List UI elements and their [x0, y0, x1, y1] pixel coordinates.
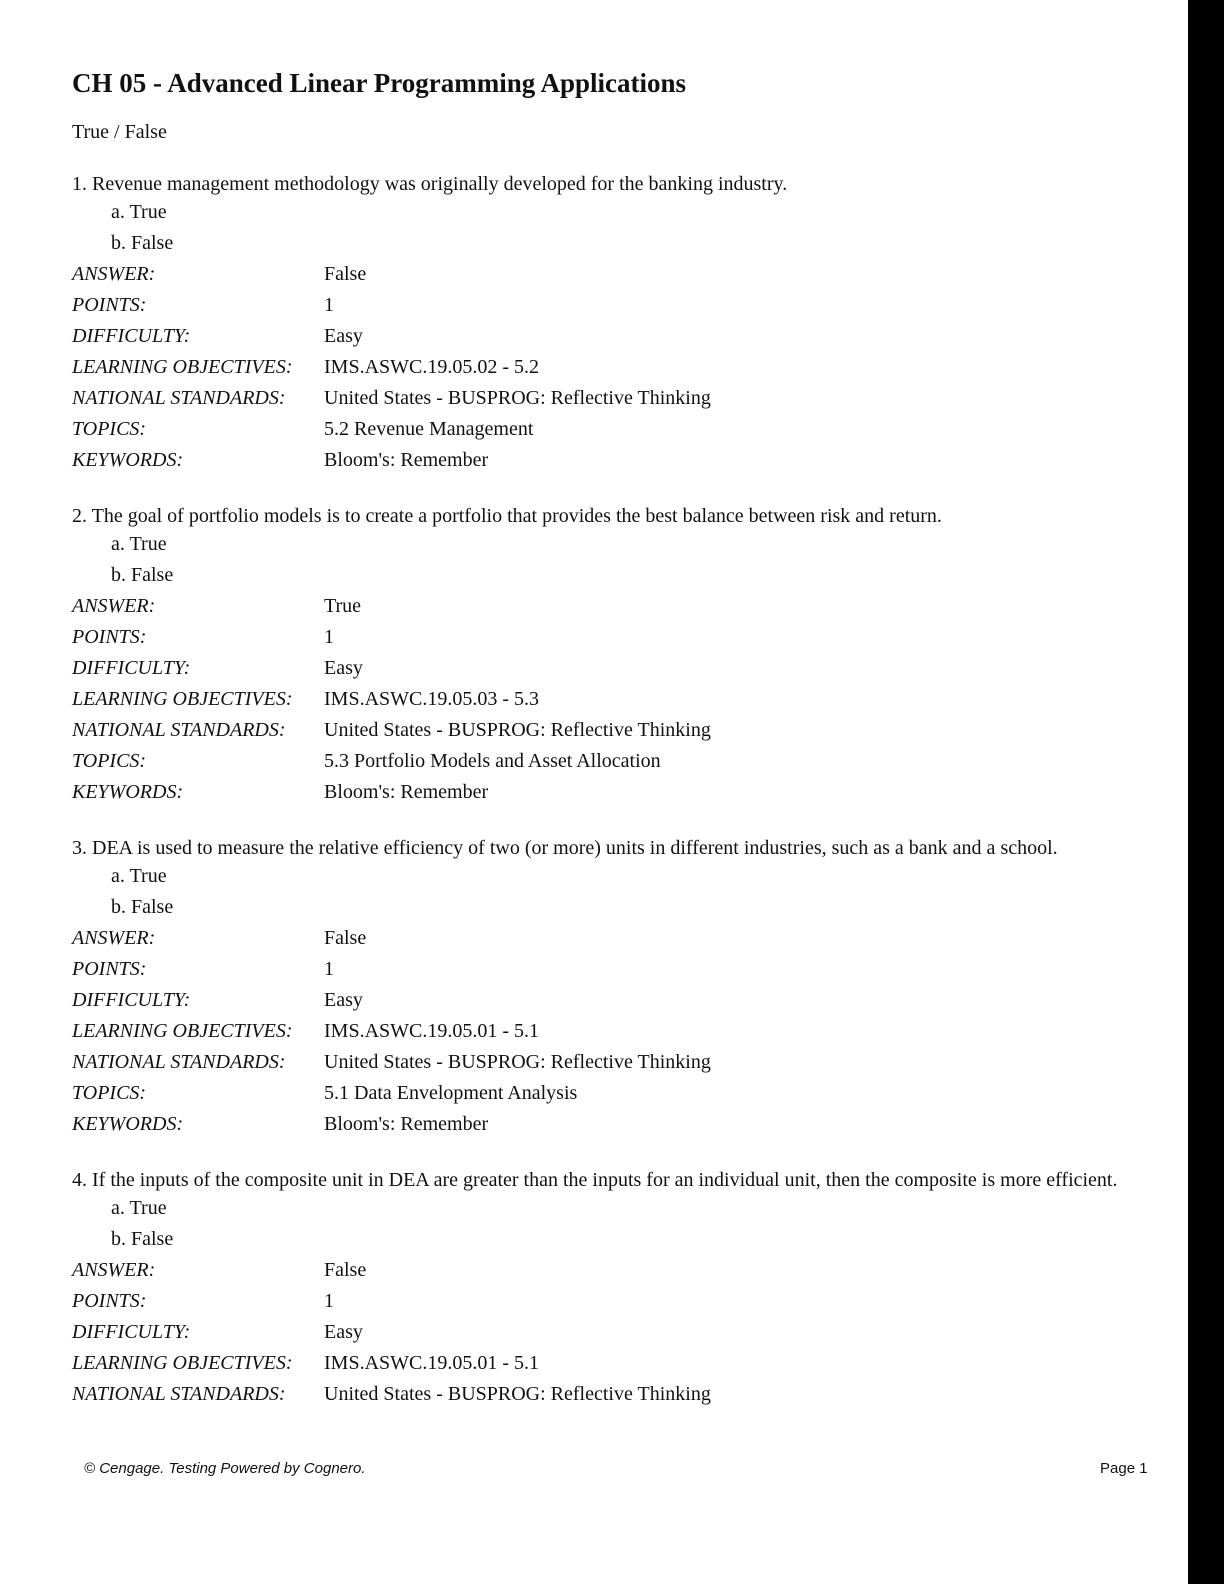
- national-standards-label: NATIONAL STANDARDS:: [72, 719, 286, 741]
- keywords-row: [72, 445, 1162, 476]
- choice-a: a. True: [111, 533, 167, 555]
- answer-label: ANSWER:: [72, 595, 156, 617]
- difficulty-row: [72, 653, 1162, 684]
- question-1: [72, 172, 1162, 476]
- footer-copyright: © Cengage. Testing Powered by Cognero.: [84, 1460, 366, 1477]
- difficulty-value: Easy: [324, 1321, 363, 1343]
- national-standards-value: United States - BUSPROG: Reflective Thinking: [324, 1051, 711, 1073]
- topics-row: [72, 746, 1162, 777]
- keywords-row: [72, 777, 1162, 808]
- difficulty-label: DIFFICULTY:: [72, 325, 191, 347]
- points-row: [72, 290, 1162, 321]
- national-standards-value: United States - BUSPROG: Reflective Thinking: [324, 719, 711, 741]
- answer-row: [72, 591, 1162, 622]
- national-standards-value: United States - BUSPROG: Reflective Thinking: [324, 1383, 711, 1405]
- keywords-label: KEYWORDS:: [72, 781, 184, 803]
- national-standards-row: [72, 1047, 1162, 1078]
- national-standards-label: NATIONAL STANDARDS:: [72, 1051, 286, 1073]
- question-text: 2. The goal of portfolio models is to create a portfolio that provides the best balance between risk and return.: [72, 505, 942, 527]
- learning-objectives-label: LEARNING OBJECTIVES:: [72, 356, 293, 378]
- choice-b: b. False: [111, 1228, 174, 1250]
- learning-objectives-value: IMS.ASWC.19.05.03 - 5.3: [324, 688, 540, 710]
- answer-value: False: [324, 263, 367, 285]
- topics-label: TOPICS:: [72, 1082, 147, 1104]
- difficulty-label: DIFFICULTY:: [72, 1321, 191, 1343]
- difficulty-value: Easy: [324, 657, 363, 679]
- question-3: [72, 836, 1162, 1140]
- question-2: [72, 504, 1162, 808]
- topics-value: 5.3 Portfolio Models and Asset Allocation: [324, 750, 661, 772]
- choice-a: a. True: [111, 865, 167, 887]
- question-4: [72, 1168, 1162, 1410]
- learning-objectives-row: [72, 352, 1162, 383]
- answer-value: False: [324, 927, 367, 949]
- answer-label: ANSWER:: [72, 263, 156, 285]
- learning-objectives-value: IMS.ASWC.19.05.02 - 5.2: [324, 356, 540, 378]
- topics-value: 5.2 Revenue Management: [324, 418, 534, 440]
- difficulty-row: [72, 321, 1162, 352]
- topics-label: TOPICS:: [72, 418, 147, 440]
- answer-label: ANSWER:: [72, 1259, 156, 1281]
- question-list: [72, 172, 1162, 1410]
- choice-a: a. True: [111, 1197, 167, 1219]
- points-row: [72, 622, 1162, 653]
- difficulty-label: DIFFICULTY:: [72, 989, 191, 1011]
- topics-row: [72, 414, 1162, 445]
- national-standards-row: [72, 715, 1162, 746]
- difficulty-row: [72, 1317, 1162, 1348]
- keywords-label: KEYWORDS:: [72, 1113, 184, 1135]
- points-value: 1: [324, 626, 334, 648]
- keywords-value: Bloom's: Remember: [324, 1113, 489, 1135]
- topics-label: TOPICS:: [72, 750, 147, 772]
- topics-row: [72, 1078, 1162, 1109]
- points-value: 1: [324, 958, 334, 980]
- keywords-value: Bloom's: Remember: [324, 449, 489, 471]
- answer-row: [72, 1255, 1162, 1286]
- question-text: 1. Revenue management methodology was originally developed for the banking industry.: [72, 173, 788, 195]
- learning-objectives-value: IMS.ASWC.19.05.01 - 5.1: [324, 1020, 540, 1042]
- footer-page-number: Page 1: [1100, 1460, 1148, 1477]
- points-label: POINTS:: [72, 958, 147, 980]
- points-label: POINTS:: [72, 626, 147, 648]
- points-label: POINTS:: [72, 294, 147, 316]
- answer-label: ANSWER:: [72, 927, 156, 949]
- points-value: 1: [324, 1290, 334, 1312]
- difficulty-value: Easy: [324, 325, 363, 347]
- national-standards-label: NATIONAL STANDARDS:: [72, 1383, 286, 1405]
- national-standards-row: [72, 1379, 1162, 1410]
- keywords-label: KEYWORDS:: [72, 449, 184, 471]
- points-row: [72, 954, 1162, 985]
- learning-objectives-row: [72, 684, 1162, 715]
- choice-a: a. True: [111, 201, 167, 223]
- topics-value: 5.1 Data Envelopment Analysis: [324, 1082, 578, 1104]
- section-label: True / False: [72, 121, 167, 143]
- national-standards-label: NATIONAL STANDARDS:: [72, 387, 286, 409]
- choice-b: b. False: [111, 896, 174, 918]
- document-page: [72, 66, 1162, 1438]
- difficulty-label: DIFFICULTY:: [72, 657, 191, 679]
- points-row: [72, 1286, 1162, 1317]
- difficulty-row: [72, 985, 1162, 1016]
- points-label: POINTS:: [72, 1290, 147, 1312]
- choice-b: b. False: [111, 564, 174, 586]
- learning-objectives-label: LEARNING OBJECTIVES:: [72, 688, 293, 710]
- learning-objectives-row: [72, 1016, 1162, 1047]
- national-standards-row: [72, 383, 1162, 414]
- chapter-title: CH 05 - Advanced Linear Programming Applications: [72, 68, 687, 98]
- answer-row: [72, 259, 1162, 290]
- keywords-row: [72, 1109, 1162, 1140]
- keywords-value: Bloom's: Remember: [324, 781, 489, 803]
- learning-objectives-label: LEARNING OBJECTIVES:: [72, 1352, 293, 1374]
- page-edge-bar: [1188, 0, 1224, 1584]
- answer-row: [72, 923, 1162, 954]
- answer-value: True: [324, 595, 362, 617]
- national-standards-value: United States - BUSPROG: Reflective Thinking: [324, 387, 711, 409]
- question-text: 3. DEA is used to measure the relative efficiency of two (or more) units in different industries, such as a bank and a school.: [72, 837, 1058, 859]
- points-value: 1: [324, 294, 334, 316]
- learning-objectives-value: IMS.ASWC.19.05.01 - 5.1: [324, 1352, 540, 1374]
- learning-objectives-label: LEARNING OBJECTIVES:: [72, 1020, 293, 1042]
- learning-objectives-row: [72, 1348, 1162, 1379]
- answer-value: False: [324, 1259, 367, 1281]
- difficulty-value: Easy: [324, 989, 363, 1011]
- question-text: 4. If the inputs of the composite unit in DEA are greater than the inputs for an individual unit, then the composite is more efficient.: [72, 1169, 1118, 1191]
- choice-b: b. False: [111, 232, 174, 254]
